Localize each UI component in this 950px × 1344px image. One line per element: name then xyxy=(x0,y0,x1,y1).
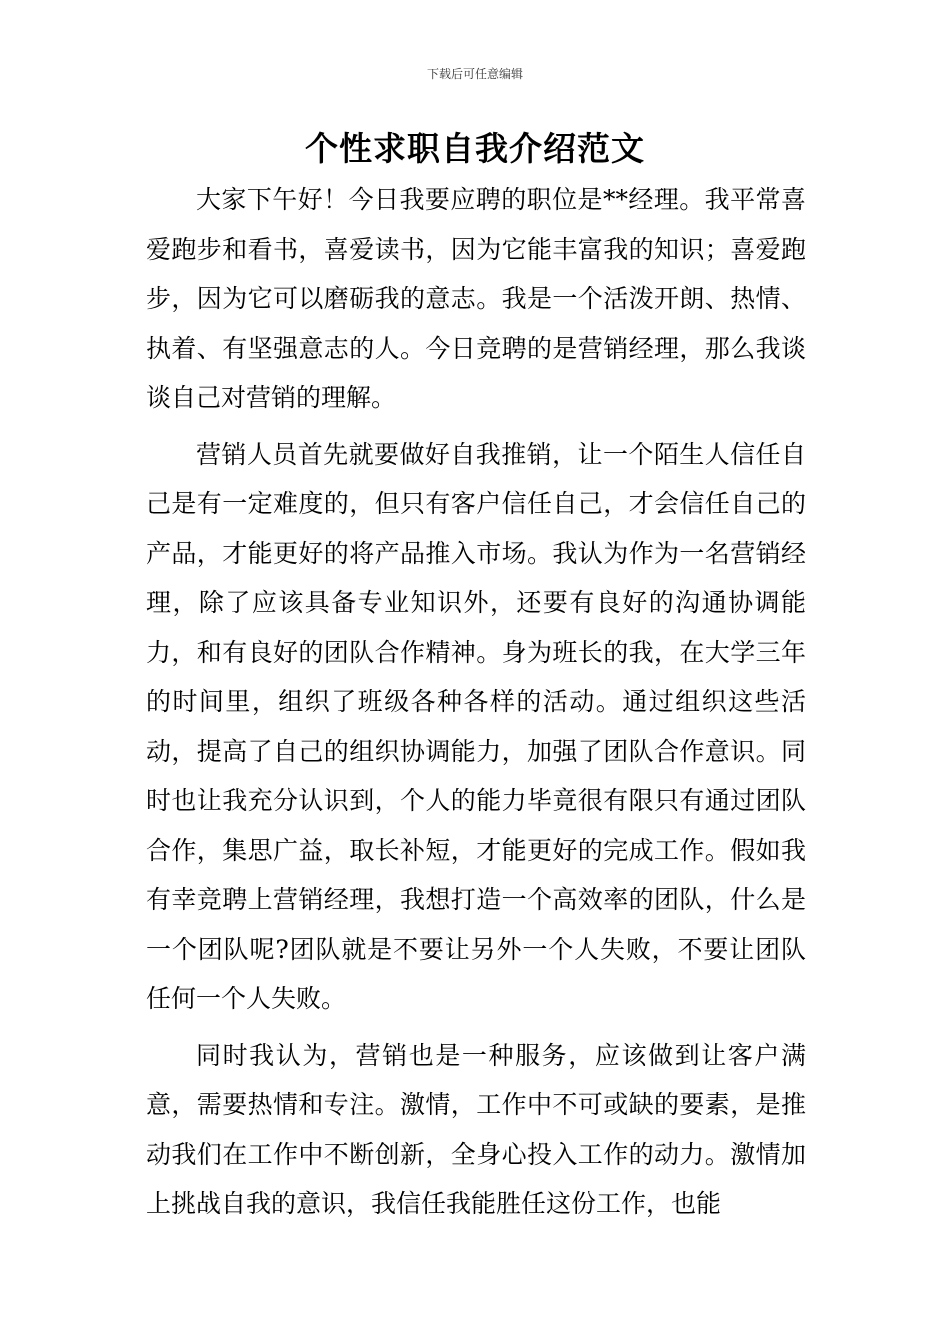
document-title: 个性求职自我介绍范文 xyxy=(305,129,645,168)
paragraph-3: 同时我认为，营销也是一种服务，应该做到让客户满意，需要热情和专注。激情，工作中不可或缺的要素，是推动我们在工作中不断创新，全身心投入工作的动力。激情加上挑战自我的意识，我信任我能胜任这份工作，也能 xyxy=(146,1040,806,1218)
header-note: 下载后可任意编辑 xyxy=(426,67,523,81)
paragraph-1: 大家下午好！今日我要应聘的职位是**经理。我平常喜爱跑步和看书，喜爱读书，因为它能丰富我的知识；喜爱跑步，因为它可以磨砺我的意志。我是一个活泼开朗、热情、执着、有坚强意志的人。今日竞聘的是营销经理，那么我谈谈自己对营销的理解。 xyxy=(146,185,806,412)
document-body xyxy=(146,175,806,1236)
paragraph-2: 营销人员首先就要做好自我推销，让一个陌生人信任自己是有一定难度的，但只有客户信任自己，才会信任自己的产品，才能更好的将产品推入市场。我认为作为一名营销经理，除了应该具备专业知识外，还要有良好的沟通协调能力，和有良好的团队合作精神。身为班长的我，在大学三年的时间里，组织了班级各种各样的活动。通过组织这些活动，提高了自己的组织协调能力，加强了团队合作意识。同时也让我充分认识到，个人的能力毕竟很有限只有通过团队合作，集思广益，取长补短，才能更好的完成工作。假如我有幸竞聘上营销经理，我想打造一个高效率的团队，什么是一个团队呢?团队就是不要让另外一个人失败，不要让团队任何一个人失败。 xyxy=(146,439,806,1013)
